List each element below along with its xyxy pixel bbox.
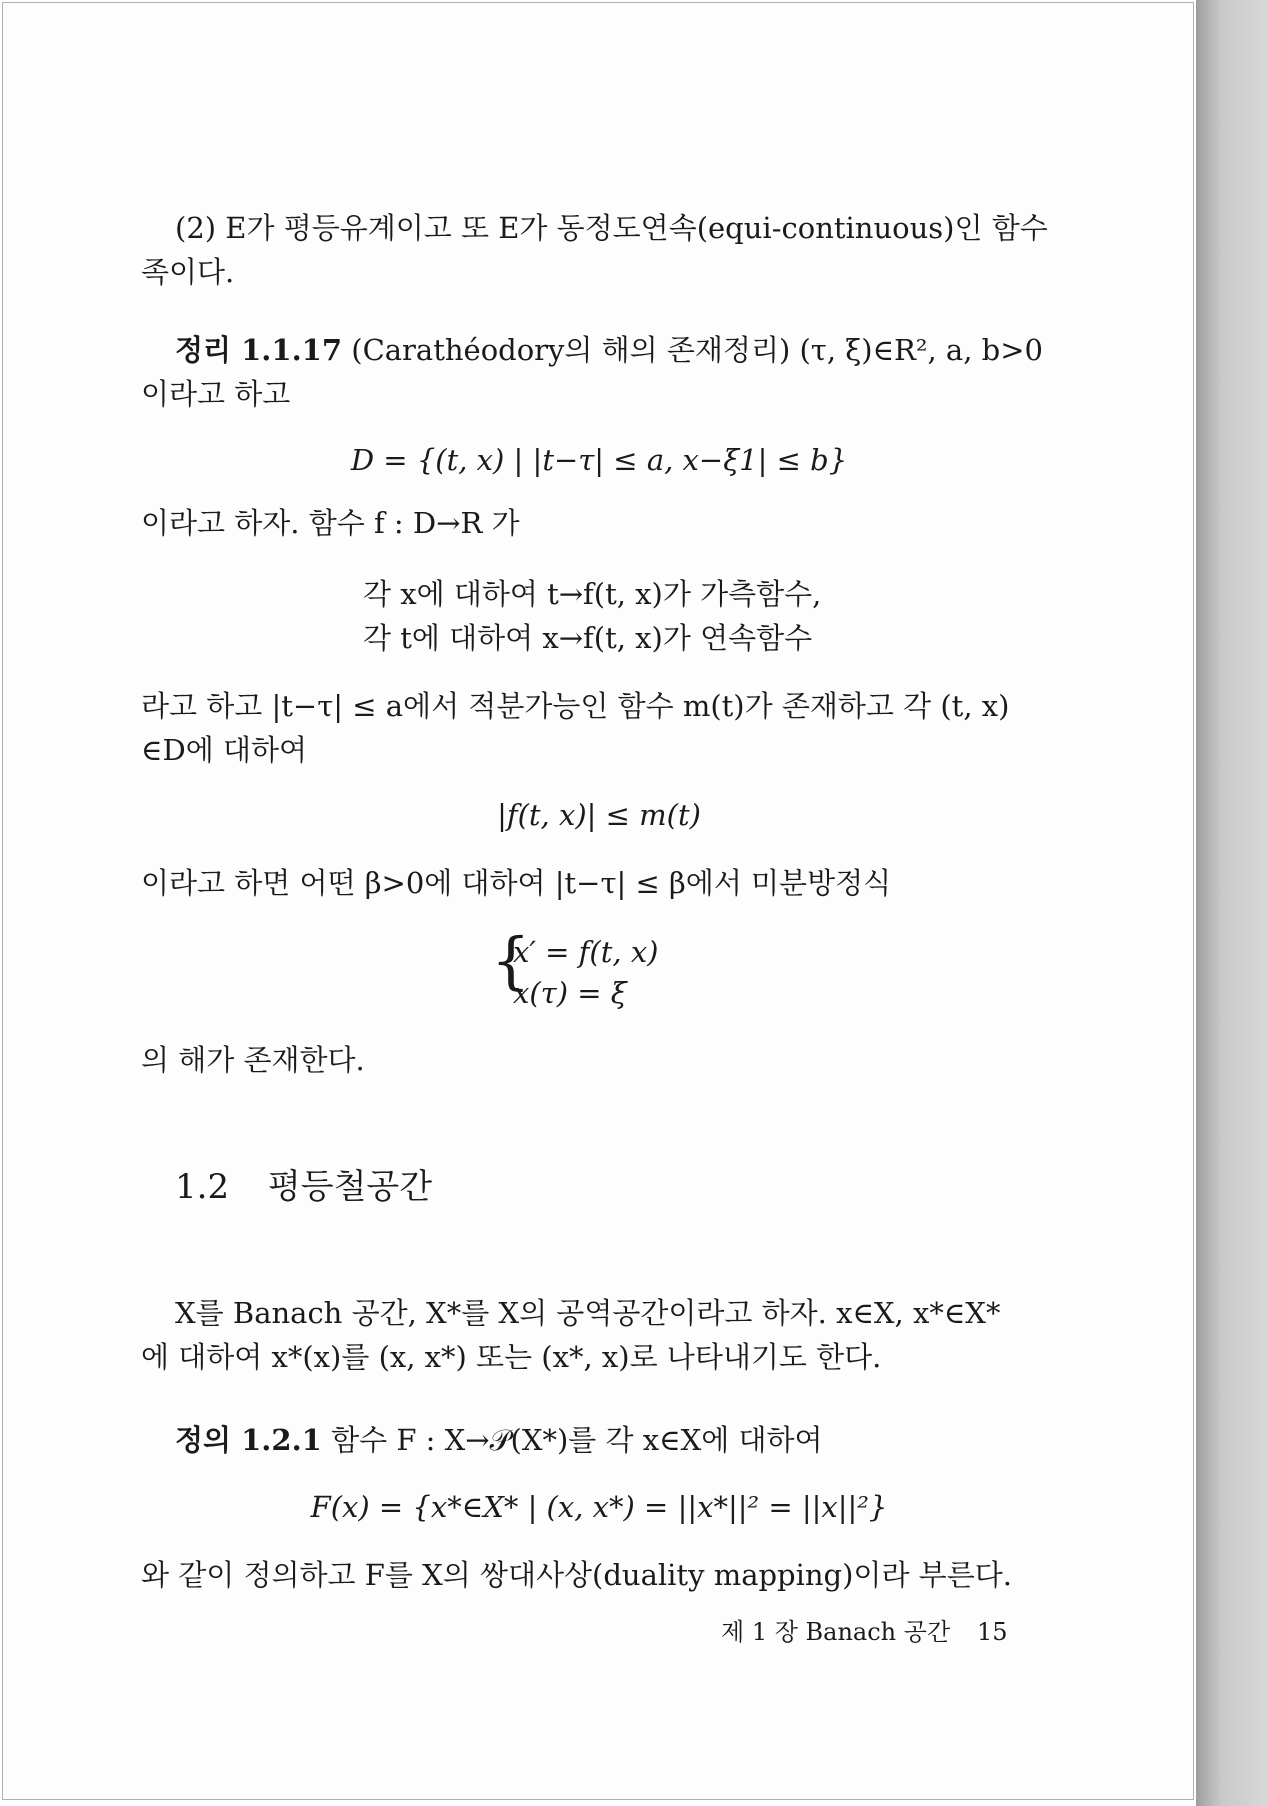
para2-line2: ∈D에 대하여 bbox=[141, 733, 307, 767]
function-definition-line: 이라고 하자. 함수 f : D→R 가 bbox=[141, 506, 520, 540]
page-number: 15 bbox=[977, 1618, 1008, 1646]
existence-line: 의 해가 존재한다. bbox=[141, 1043, 365, 1077]
para1-line1: (2) E가 평등유계이고 또 E가 동정도연속(equi-continuous)인 함수 bbox=[175, 211, 1048, 245]
page-edge-shadow bbox=[1196, 0, 1268, 1806]
condition-continuous: 각 t에 대하여 x→f(t, x)가 연속함수 bbox=[363, 621, 813, 655]
equation-domain-d: D = {(t, x) | |t−τ| ≤ a, x−ξ1| ≤ b} bbox=[350, 443, 848, 477]
para3-line2: 에 대하여 x*(x)를 (x, x*) 또는 (x*, x)로 나타내기도 한다. bbox=[141, 1340, 882, 1374]
ode-intro-line: 이라고 하면 어떤 β>0에 대하여 |t−τ| ≤ β에서 미분방정식 bbox=[141, 866, 892, 900]
duality-mapping-line: 와 같이 정의하고 F를 X의 쌍대사상(duality mapping)이라 부른다. bbox=[141, 1558, 1012, 1592]
theorem-line bbox=[175, 330, 1043, 370]
equation-bound: |f(t, x)| ≤ m(t) bbox=[497, 798, 701, 832]
theorem-text: (Carathéodory의 해의 존재정리) (τ, ξ)∈R², a, b>0 bbox=[351, 333, 1043, 367]
equation-duality-map: F(x) = {x*∈X* | (x, x*) = ||x*||² = ||x||²} bbox=[310, 1490, 888, 1524]
page-sheet bbox=[2, 2, 1194, 1800]
running-footer-chapter: 제 1 장 Banach 공간 bbox=[721, 1618, 951, 1646]
section-number: 1.2 bbox=[175, 1167, 230, 1207]
definition-line bbox=[175, 1420, 823, 1460]
system-equation-2: x(τ) = ξ bbox=[513, 976, 627, 1010]
theorem-line2: 이라고 하고 bbox=[141, 377, 291, 411]
section-title: 평등철공간 bbox=[267, 1167, 433, 1207]
para2-line1: 라고 하고 |t−τ| ≤ a에서 적분가능인 함수 m(t)가 존재하고 각 (t, x) bbox=[141, 689, 1010, 723]
theorem-label: 정리 1.1.17 bbox=[175, 333, 343, 367]
definition-text: 함수 F : X→𝒫(X*)를 각 x∈X에 대하여 bbox=[331, 1423, 823, 1457]
para1-line2: 족이다. bbox=[141, 255, 235, 289]
para3-line1: X를 Banach 공간, X*를 X의 공역공간이라고 하자. x∈X, x*∈X* bbox=[175, 1296, 1001, 1330]
system-equation-1: x′ = f(t, x) bbox=[513, 935, 659, 969]
system-brace: { bbox=[491, 924, 531, 997]
definition-label: 정의 1.2.1 bbox=[175, 1423, 322, 1457]
section-heading bbox=[175, 1167, 432, 1207]
condition-measurable: 각 x에 대하여 t→f(t, x)가 가측함수, bbox=[363, 577, 822, 611]
